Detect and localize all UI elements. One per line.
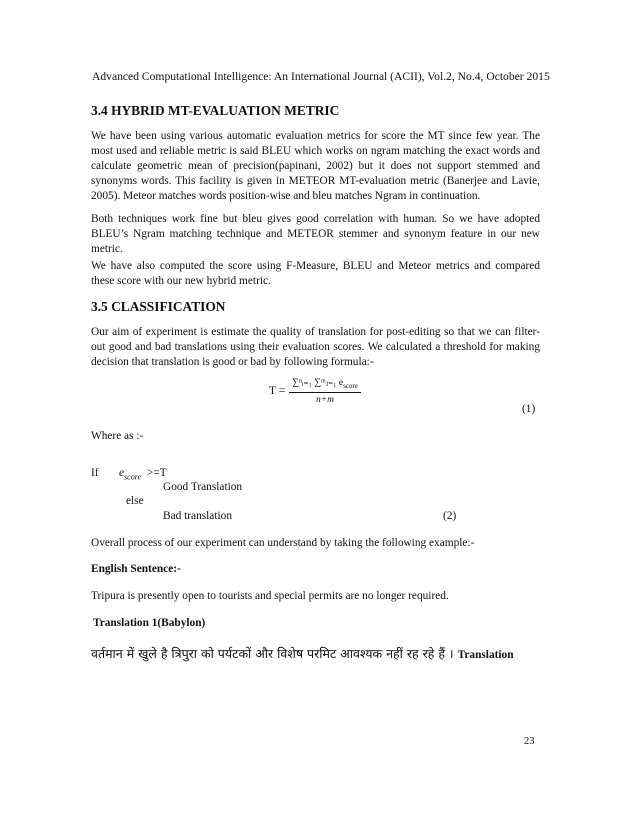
where-as-label: Where as :- — [91, 430, 144, 442]
section-title-hybrid-metric: 3.4 HYBRID MT-EVALUATION METRIC — [91, 103, 340, 118]
paragraph-metrics-intro: We have been using various automatic evaluation metrics for score the MT since few year. The most used and reliable metric is said BLEU which works on ngram matching the exact words and calculate geometric mean of precision(papinani, 2002) but it does not support stemmed and synonyms words. This facility is given in METEOR MT-evaluation metric (Banerjee and Lavie, 2005). Meteor matches words position-wise and bleu matches Ngram in continuation. — [91, 130, 540, 203]
formula-lhs: T = — [269, 384, 286, 397]
translation-1-heading: Translation 1(Babylon) — [93, 617, 206, 629]
overall-process-text: Overall process of our experiment can understand by taking the following example:- — [91, 537, 475, 549]
condition-expression: $e_{score} >=T$ — [119, 467, 167, 482]
section-title-classification: 3.5 CLASSIFICATION — [91, 299, 226, 314]
equation-number-2: (2) — [443, 510, 457, 522]
formula-denominator: n+m — [316, 394, 335, 405]
translation-label-trailing: Translation — [457, 649, 514, 661]
good-translation-label: Good Translation — [163, 481, 243, 493]
page-number: 23 — [524, 736, 535, 747]
bad-translation-label: Bad translation — [163, 510, 232, 522]
running-header: Advanced Computational Intelligence: An International Journal (ACII), Vol.2, No.4, October 2015 — [92, 70, 550, 83]
hindi-translation-line — [91, 645, 514, 662]
english-sentence-heading: English Sentence:- — [91, 563, 181, 575]
paragraph-computed-score: We have also computed the score using F-Measure, BLEU and Meteor metrics and compared these score with our new hybrid metric. — [91, 260, 540, 288]
paragraph-adopted-techniques: Both techniques work fine but bleu gives good correlation with human. So we have adopted BLEU’s Ngram matching technique and METEOR stemmer and synonym feature in our new metric. — [91, 213, 540, 256]
formula-numerator: ∑ⁿᵢ₌₁ ∑ᵐⱼ₌₁ $e_{score}$ — [289, 377, 361, 393]
else-keyword: else — [126, 495, 144, 507]
formula-fraction — [289, 377, 361, 405]
if-keyword: If — [91, 467, 99, 479]
paragraph-classification: Our aim of experiment is estimate the quality of translation for post-editing so that we can filter-out good and bad translations using their evaluation scores. We calculated a threshold for making decision that translation is good or bad by following formula:- — [91, 326, 540, 369]
english-sentence: Tripura is presently open to tourists and special permits are no longer required. — [91, 590, 449, 602]
equation-number-1: (1) — [522, 403, 536, 415]
threshold-formula — [269, 377, 361, 405]
hindi-text: वर्तमान में खुले है त्रिपुरा को पर्यटकों और विशेष परमिट आवश्यक नहीं रह रहे हैं । — [91, 646, 458, 661]
